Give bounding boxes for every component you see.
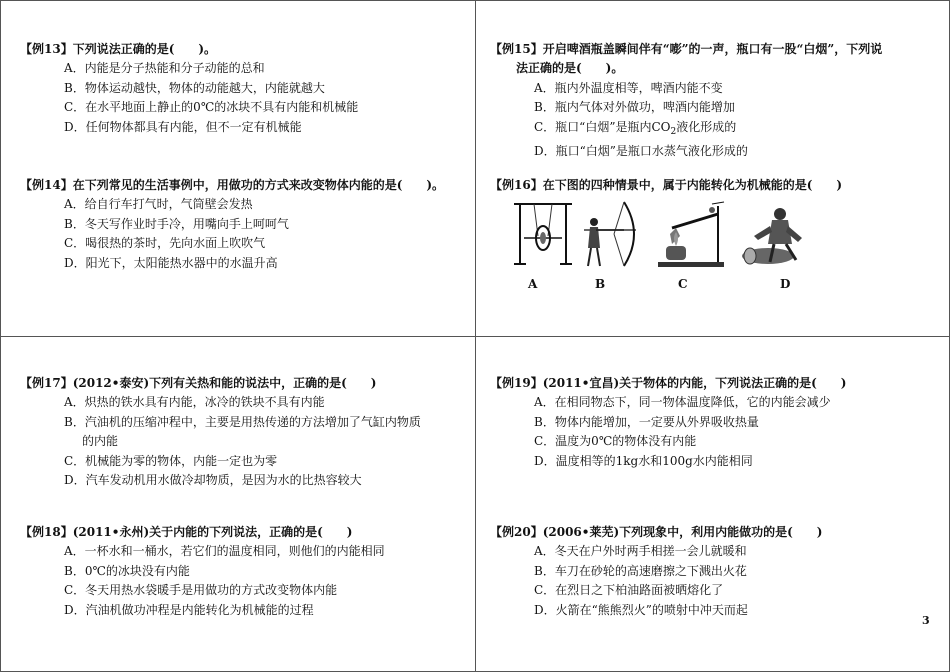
question-17-option-d: D．汽车发动机用水做冷却物质，是因为水的比热容较大: [64, 473, 362, 488]
question-18-option-d: D．汽油机做功冲程是内能转化为机械能的过程: [64, 602, 314, 617]
question-20-stem: 【例20】(2006•莱芜)下列现象中，利用内能做功的是( ): [490, 525, 823, 539]
question-20-option-c: C．在烈日之下柏油路面被晒熔化了: [534, 583, 724, 598]
question-19-option-b: B．物体内能增加，一定要从外界吸收热量: [534, 414, 759, 429]
question-16-stem: 【例16】在下图的四种情景中，属于内能转化为机械能的是( ): [490, 178, 843, 192]
figure-label-d: D: [780, 277, 791, 291]
question-18-option-a: A．一杯水和一桶水，若它们的温度相同，则他们的内能相同: [64, 544, 385, 559]
page-number: 3: [922, 614, 930, 627]
question-15-stem-line1: 【例15】开启啤酒瓶盖瞬间伴有“嘭”的一声，瓶口有一股“白烟”，下列说: [490, 42, 883, 56]
question-14-stem: 【例14】在下列常见的生活事例中，用做功的方式来改变物体内能的是( )。: [20, 178, 445, 192]
question-15: [490, 40, 882, 161]
question-19-option-c: C．温度为0℃的物体没有内能: [534, 434, 697, 449]
question-13-stem: 【例13】下列说法正确的是( )。: [20, 42, 217, 56]
figure-label-a: A: [528, 277, 538, 291]
question-15-option-d: D．瓶口“白烟”是瓶口水蒸气液化形成的: [534, 144, 748, 159]
question-16: [490, 176, 842, 195]
question-16-figures: [512, 200, 812, 272]
question-15-option-c: [490, 118, 882, 142]
question-17-option-a: A．炽热的铁水具有内能，冰冷的铁块不具有内能: [64, 395, 325, 410]
question-20-option-a: A．冬天在户外时两手相搓一会儿就暖和: [534, 544, 747, 559]
question-20: [490, 523, 822, 620]
question-14: [20, 176, 444, 273]
figure-a-wheel-on-rack-icon: [512, 200, 574, 268]
question-13-option-c: C．在水平地面上静止的0℃的冰块不具有内能和机械能: [64, 100, 359, 115]
question-14-option-b: B．冬天写作业时手冷，用嘴向手上呵呵气: [64, 216, 289, 231]
figure-label-c: C: [678, 277, 688, 291]
figure-b-archer-icon: [580, 200, 646, 268]
question-13-option-a: A．内能是分子热能和分子动能的总和: [64, 61, 265, 76]
question-15-option-c-prefix: C．瓶口“白烟”是瓶内CO: [534, 119, 671, 134]
question-17-stem: 【例17】(2012•泰安)下列有关热和能的说法中，正确的是( ): [20, 376, 377, 390]
horizontal-divider: [0, 336, 950, 337]
question-18: [20, 523, 385, 620]
question-15-stem-line2: 法正确的是( )。: [516, 61, 624, 76]
question-20-option-d: D．火箭在“熊熊烈火”的喷射中冲天而起: [534, 602, 748, 617]
question-14-option-d: D．阳光下，太阳能热水器中的水温升高: [64, 255, 278, 270]
figure-label-b: B: [595, 277, 606, 291]
question-14-option-a: A．给自行车打气时，气筒壁会发热: [64, 197, 253, 212]
question-15-option-a: A．瓶内外温度相等，啤酒内能不变: [534, 80, 723, 95]
figure-d-person-on-log-icon: [740, 200, 812, 268]
question-13: [20, 40, 358, 137]
question-17-option-b: B．汽油机的压缩冲程中，主要是用热传递的方法增加了气缸内物质: [64, 414, 421, 429]
co2-subscript: 2: [670, 126, 677, 137]
question-17-option-c: C．机械能为零的物体，内能一定也为零: [64, 453, 278, 468]
question-15-option-b: B．瓶内气体对外做功，啤酒内能增加: [534, 100, 735, 115]
question-18-stem: 【例18】(2011•永州)关于内能的下列说法，正确的是( ): [20, 525, 353, 539]
question-20-option-b: B．车刀在砂轮的高速磨擦之下溅出火花: [534, 563, 747, 578]
figure-c-heated-tube-icon: [652, 200, 726, 268]
question-19-stem: 【例19】(2011•宜昌)关于物体的内能，下列说法正确的是( ): [490, 376, 847, 390]
question-15-option-c-suffix: 液化形成的: [676, 119, 737, 134]
question-18-option-c: C．冬天用热水袋暖手是用做功的方式改变物体内能: [64, 583, 338, 598]
question-18-option-b: B．0℃的冰块没有内能: [64, 563, 190, 578]
question-17: [20, 374, 421, 490]
question-17-option-b-cont: 的内能: [82, 434, 119, 449]
question-14-option-c: C．喝很热的茶时，先向水面上吹吹气: [64, 236, 266, 251]
question-13-option-b: B．物体运动越快，物体的动能越大，内能就越大: [64, 80, 325, 95]
question-13-option-d: D．任何物体都具有内能，但不一定有机械能: [64, 119, 302, 134]
question-19: [490, 374, 846, 471]
question-19-option-a: A．在相同物态下，同一物体温度降低，它的内能会减少: [534, 395, 831, 410]
question-19-option-d: D．温度相等的1kg水和100g水内能相同: [534, 453, 753, 468]
